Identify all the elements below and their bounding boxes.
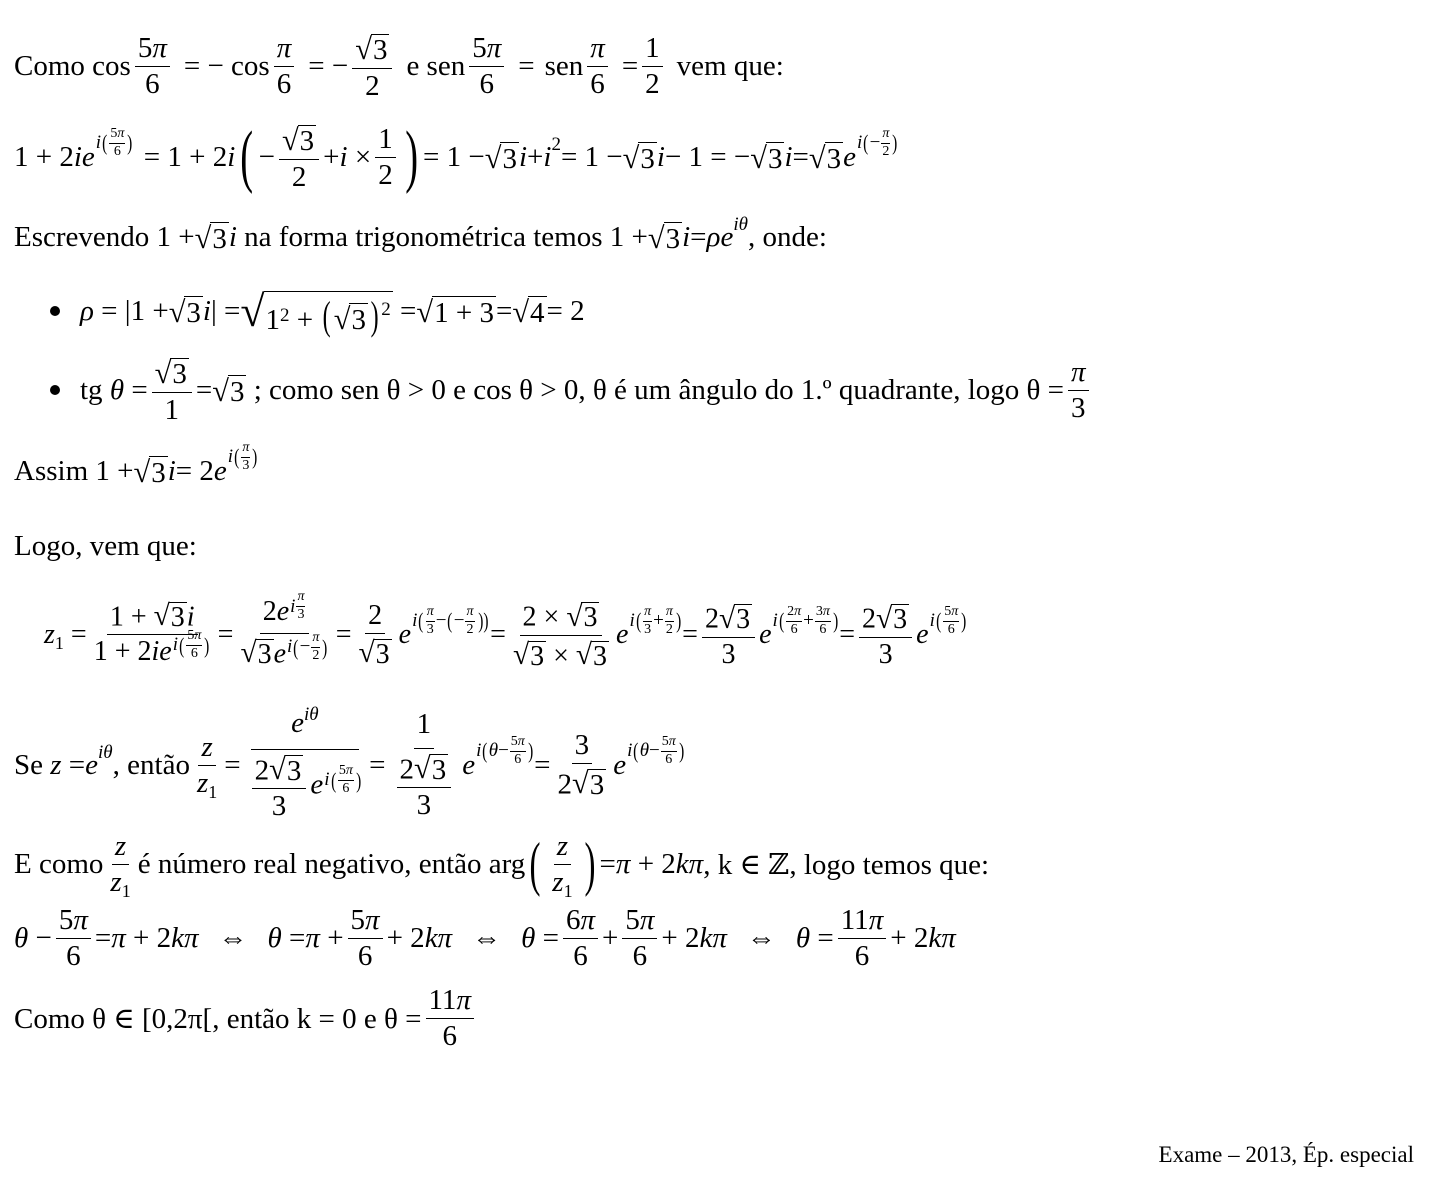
text-logo-vem: Logo, vem que: [14,529,197,562]
bullet-marker [50,306,60,316]
bullet-tg: tg θ = √ 3 1 = √ 3 ; como sen θ > 0 e cos θ > 0, θ é um ângulo do 1.º quadrante, logo θ = $\frac{\pi}{3}$ [50,350,1093,430]
text-entao: , então [112,748,190,781]
line-expansion: 1 + 2 ie i ( $\frac{5\pi}{6}$ ) = 1 + 2 i ( − √ 3 2 + i × $\frac{1}{2}$ ) = 1 − √ 3 i + i 2 = 1 − √ 3 i − 1 = − √ 3 i = √ 3 e i ( − $\frac{\pi}{2}$ ) [14,118,898,195]
bullet-rho: ρ = |1 + √ 3 i | = √ $1^2$ + ( √ 3 ) $^2$ = √ 1 + 3 = √ 4 = 2 [50,282,585,340]
text-e-como: E como [14,847,104,880]
text-vem-que: vem que: [676,49,784,82]
line-z1: z 1 = 1 + √ 3 i 1 + 2ie i ( $\frac{5\pi}{6}$ ) = 2e i $\frac{\pi}{3}$ √ 3 e i ( − $\frac{\pi}{2}$ ) = 2 √ 3 e i ( $\frac{\pi}{3}$ − ( − $\frac{\pi}{2}$ )) = 2 × √ 3 √ 3 × √ 3 e i ( $\frac{\pi}{3}$ + $\frac{\pi}{2}$ ) = 2 √ 3 3 e i ( $\frac{2\pi}{6}$ + $\frac{3\pi}{6}$ ) = 2 √ 3 3 e i ( $\frac{5\pi}{6}$ ) [44,589,967,672]
text-bullet2-tail: ; como sen θ > 0 e cos θ > 0, θ é um ângulo do 1.º quadrante, logo θ = [253,373,1065,406]
line-escrevendo: Escrevendo 1 + √ 3 i na forma trigonométrica temos 1 + √ 3 i = ρe iθ , onde: [14,214,827,255]
text-como-final: Como θ ∈ [0,2π[, então k = 0 e θ = [14,1002,422,1035]
text-e-numero: é número real negativo, então arg [137,847,526,880]
text-assim: Assim [14,454,89,487]
line-assim: Assim 1 + √ 3 i = 2 e i ( $\frac{\pi}{3}$ ) [14,439,258,489]
footer-source: Exame – 2013, Ép. especial [1158,1142,1414,1167]
line-theta-eq: θ − $\frac{5\pi}{6}$ = π + 2 kπ ⇔ θ = π + $\frac{5\pi}{6}$ + 2 kπ ⇔ θ = $\frac{6\pi}{6}$ + $\frac{5\pi}{6}$ + 2 kπ ⇔ θ = $\frac{11\pi}{6}$ + 2 kπ [14,904,956,972]
line-se-z: Se z = e iθ , então $\frac{z}{z_1}$ = $e^{i\theta}$ 2 √ 3 3 e i ( $\frac{5\pi}{6}$ ) = 1 2 √ 3 3 e i ( θ − $\frac{5\pi}{6}$ ) = 3 2 √ 3 e i ( θ − $\frac{5\pi}{6}$ ) [14,704,685,823]
bullet-marker [50,385,60,395]
line-cos-sen: Como cos $\frac{5\pi}{6}$ = − cos $\frac{\pi}{6}$ = − √ 3 2 e sen $\frac{5\pi}{6}$ = sen $\frac{\pi}{6}$ = $\frac{1}{2}$ vem que: [14,31,784,102]
text-escrevendo: Escrevendo [14,220,150,253]
text-onde: , onde: [747,220,827,253]
text-na-forma: na forma trigonométrica temos [244,220,603,253]
text-logo-temos: , k ∈ ℤ, logo temos que: [703,848,990,881]
text-se: Se [14,748,43,781]
line-como-final: Como θ ∈ [0,2π[, então k = 0 e θ = $\frac{11\pi}{6}$ [14,980,478,1056]
text-como: Como cos [14,49,131,82]
line-logo [14,528,197,564]
text-sen: sen [544,49,584,82]
text-e-sen: e sen [406,49,466,82]
line-e-como: E como $\frac{z}{z_1}$ é número real negativo, então arg ( $\frac{z}{z_1}$ ) = π + 2 kπ , k ∈ ℤ, logo temos que: [14,830,990,901]
